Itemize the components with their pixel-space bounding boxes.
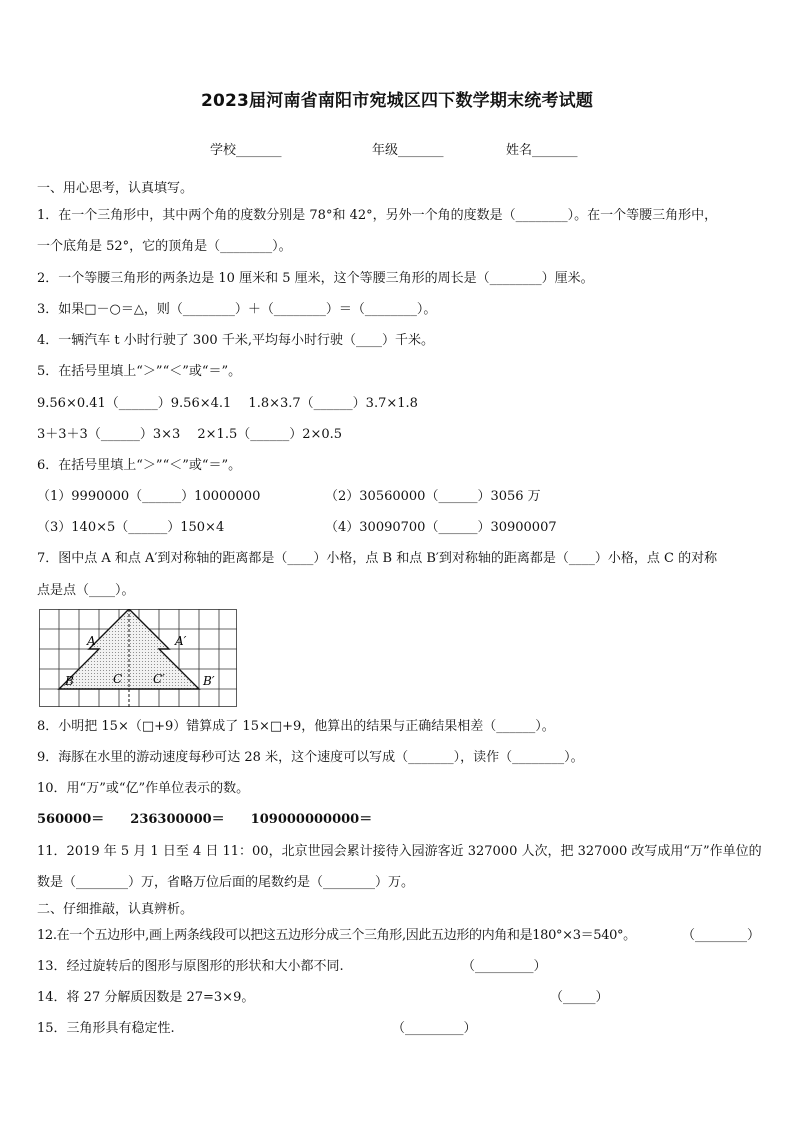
question-5-row-1: 9.56×0.41（______）9.56×4.1 1.8×3.7（______）3.7×1.8	[37, 396, 418, 411]
question-12-text: 12.在一个五边形中,画上两条线段可以把这五边形分成三个三角形,因此五边形的内角和是180°×3＝540°。	[37, 928, 636, 943]
question-7-line-1: 7．图中点 A 和点 A′到对称轴的距离都是（____）小格，点 B 和点 B′到对称轴的距离都是（____）小格，点 C 的对称	[37, 551, 718, 566]
question-6-item-2: （2）30560000（______）3056 万	[325, 489, 541, 504]
question-13-text: 13．经过旋转后的图形与原图形的形状和大小都不同.	[37, 959, 344, 974]
question-1-line-1: 1．在一个三角形中，其中两个角的度数分别是 78°和 42°，另外一个角的度数是（________）。在一个等腰三角形中，	[37, 208, 718, 223]
label-B: B	[65, 674, 74, 688]
question-10-stem: 10．用“万”或“亿”作单位表示的数。	[37, 781, 250, 796]
question-11-line-1: 11．2019 年 5 月 1 日至 4 日 11：00，北京世园会累计接待入园游客近 327000 人次，把 327000 改写成用“万”作单位的	[37, 844, 762, 859]
question-15-text: 15．三角形具有稳定性.	[37, 1021, 175, 1036]
question-7-line-2: 点是点（____）。	[37, 583, 135, 598]
question-6-item-3: （3）140×5（______）150×4	[37, 520, 225, 535]
label-A-prime: A′	[175, 634, 187, 648]
question-12-answer-blank[interactable]: （________）	[682, 928, 761, 943]
question-15-answer-blank[interactable]: （_________）	[392, 1021, 477, 1036]
page-title: 2023届河南省南阳市宛城区四下数学期末统考试题	[200, 91, 594, 111]
question-4: 4．一辆汽车 t 小时行驶了 300 千米,平均每小时行驶（____）千米。	[37, 333, 434, 348]
question-6-stem: 6．在括号里填上“＞”“＜”或“＝”。	[37, 458, 242, 473]
question-3: 3．如果□－○＝△，则（________）＋（________）＝（________）。	[37, 302, 437, 317]
question-6-item-1: （1）9990000（______）10000000	[37, 489, 261, 504]
label-C-prime: C′	[153, 672, 165, 686]
name-field[interactable]: 姓名_______	[506, 143, 578, 158]
label-B-prime: B′	[203, 674, 215, 688]
symmetry-figure	[39, 609, 239, 709]
question-10-row: 560000＝ 236300000＝ 109000000000＝	[37, 812, 373, 827]
section-1-heading: 一、用心思考，认真填写。	[37, 181, 194, 196]
question-5-row-2: 3＋3＋3（______）3×3 2×1.5（______）2×0.5	[37, 427, 343, 442]
question-14-answer-blank[interactable]: （_____）	[550, 990, 609, 1005]
question-2: 2．一个等腰三角形的两条边是 10 厘米和 5 厘米，这个等腰三角形的周长是（________）厘米。	[37, 271, 594, 286]
question-13-answer-blank[interactable]: （_________）	[462, 959, 547, 974]
question-14-text: 14．将 27 分解质因数是 27=3×9。	[37, 990, 255, 1005]
grade-field[interactable]: 年级_______	[372, 143, 444, 158]
question-9: 9．海豚在水里的游动速度每秒可达 28 米，这个速度可以写成（_______），读作（________）。	[37, 750, 584, 765]
section-2-heading: 二、仔细推敲，认真辨析。	[37, 902, 194, 917]
label-C: C	[113, 672, 123, 686]
question-11-line-2: 数是（________）万，省略万位后面的尾数约是（________）万。	[37, 875, 415, 890]
school-field[interactable]: 学校_______	[210, 143, 282, 158]
question-1-line-2: 一个底角是 52°，它的顶角是（________）。	[37, 239, 292, 254]
question-8: 8．小明把 15×（□+9）错算成了 15×□+9，他算出的结果与正确结果相差（______）。	[37, 719, 555, 734]
question-5-stem: 5．在括号里填上“＞”“＜”或“＝”。	[37, 364, 242, 379]
label-A: A	[87, 634, 96, 648]
question-6-item-4: （4）30090700（______）30900007	[325, 520, 557, 535]
